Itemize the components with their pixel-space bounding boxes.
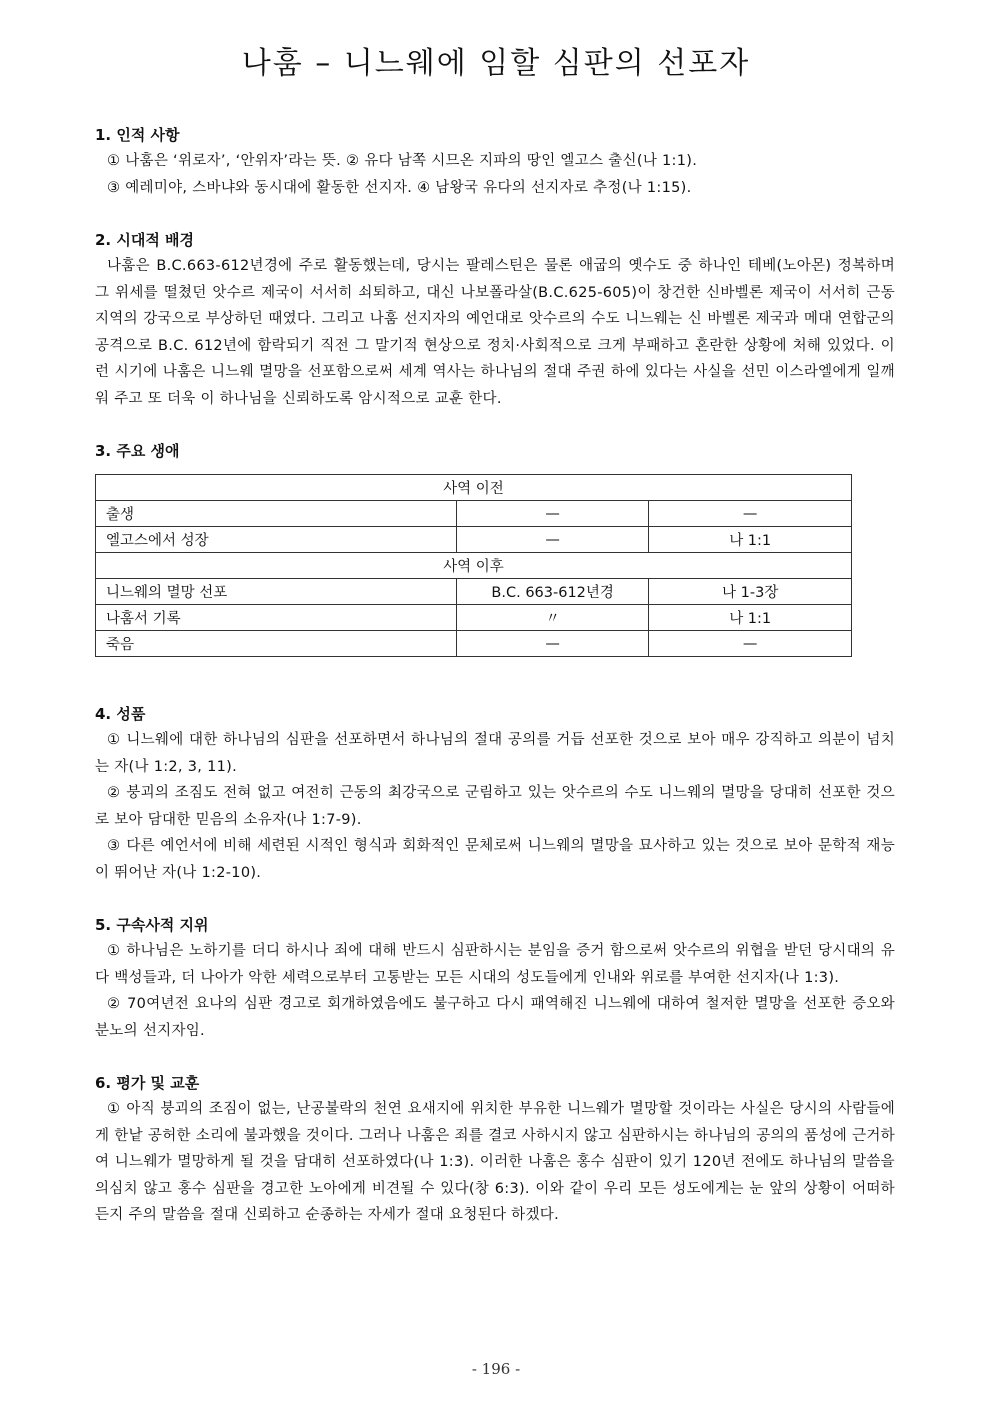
document-body bbox=[95, 122, 895, 1229]
list-item: ② 70여년전 요나의 심판 경고로 회개하였음에도 불구하고 다시 패역해진 니느웨에 대하여 철저한 멸망을 선포한 증오와 분노의 선지자임. bbox=[95, 996, 895, 1039]
life-table bbox=[95, 474, 852, 657]
section-main-life bbox=[95, 438, 895, 657]
list-item: ③ 예레미야, 스바냐와 동시대에 활동한 선지자. ④ 남왕국 유다의 선지자로 추정(나 1:15). bbox=[107, 179, 692, 196]
section-character bbox=[95, 701, 895, 886]
list-item: ③ 다른 예언서에 비해 세련된 시적인 형식과 회화적인 문체로써 니느웨의 멸망을 묘사하고 있는 것으로 보아 문학적 재능이 뛰어난 자(나 1:2-10). bbox=[95, 838, 895, 881]
table-row bbox=[96, 605, 852, 631]
body-paragraph: ① 아직 붕괴의 조짐이 없는, 난공불락의 천연 요새지에 위치한 부유한 니느웨가 멸망할 것이라는 사실은 당시의 사람들에게 한낱 공허한 소리에 불과했을 것이다. 그러나 나훔은 죄를 결코 사하시지 않고 심판하시는 하나님의 공의의 품성에 근거하여 니느웨가 멸망하게 될 것을 담대히 선포하였다(나 1:3). 이러한 나훔은 홍수 심판이 있기 120년 전에도 하나님의 말씀을 의심치 않고 홍수 심판을 경고한 노아에게 비견될 수 있다(창 6:3). 이와 같이 우리 모든 성도에게는 눈 앞의 상황이 어떠하든지 주의 말씀을 절대 신뢰하고 순종하는 자세가 절대 요청된다 하겠다. bbox=[95, 1101, 895, 1223]
section-heading: 5. 구속사적 지위 bbox=[95, 916, 209, 934]
table-cell: 나훔서 기록 bbox=[96, 605, 457, 631]
table-cell: — bbox=[649, 501, 852, 527]
section-heading: 2. 시대적 배경 bbox=[95, 231, 195, 249]
table-cell: 죽음 bbox=[96, 631, 457, 657]
list-item: ② 붕괴의 조짐도 전혀 없고 여전히 근동의 최강국으로 군림하고 있는 앗수르의 수도 니느웨의 멸망을 당대히 선포한 것으로 보아 담대한 믿음의 소유자(나 1:7-9). bbox=[95, 785, 895, 828]
table-cell: B.C. 663-612년경 bbox=[457, 579, 649, 605]
table-row bbox=[96, 527, 852, 553]
list-item: ① 나훔은 ‘위로자’, ‘안위자’라는 뜻. ② 유다 남쪽 시므온 지파의 땅인 엘고스 출신(나 1:1). bbox=[107, 153, 698, 169]
list-item: ① 니느웨에 대한 하나님의 심판을 선포하면서 하나님의 절대 공의를 거듭 선포한 것으로 보아 매우 강직하고 의분이 넘치는 자(나 1:2, 3, 11). bbox=[95, 732, 895, 775]
table-cell: 나 1-3장 bbox=[649, 579, 852, 605]
table-cell: — bbox=[457, 631, 649, 657]
section-heading: 3. 주요 생애 bbox=[95, 442, 180, 460]
section-personal-info bbox=[95, 122, 895, 201]
list-item: ① 하나님은 노하기를 더디 하시나 죄에 대해 반드시 심판하시는 분임을 증거 함으로써 앗수르의 위협을 받던 당시대의 유다 백성들과, 더 나아가 악한 세력으로부터 고통받는 모든 시대의 성도들에게 인내와 위로를 부여한 선지자(나 1:3). bbox=[95, 943, 895, 986]
table-cell: — bbox=[649, 631, 852, 657]
page-number: - 196 - bbox=[471, 1360, 521, 1378]
table-cell: 나 1:1 bbox=[649, 605, 852, 631]
table-row bbox=[96, 553, 852, 579]
section-heading: 6. 평가 및 교훈 bbox=[95, 1074, 200, 1092]
section-evaluation-lessons bbox=[95, 1070, 895, 1229]
table-cell: 나 1:1 bbox=[649, 527, 852, 553]
table-cell: — bbox=[457, 527, 649, 553]
page-title: 나훔 – 니느웨에 임할 심판의 선포자 bbox=[241, 46, 751, 81]
section-historical-background bbox=[95, 227, 895, 412]
table-cell: 〃 bbox=[457, 605, 649, 631]
table-row bbox=[96, 475, 852, 501]
table-group-label: 사역 이후 bbox=[96, 553, 852, 579]
table-row bbox=[96, 579, 852, 605]
section-heading: 4. 성품 bbox=[95, 705, 146, 723]
table-cell: 니느웨의 멸망 선포 bbox=[96, 579, 457, 605]
section-heading: 1. 인적 사항 bbox=[95, 126, 180, 144]
table-row bbox=[96, 631, 852, 657]
table-cell: — bbox=[457, 501, 649, 527]
table-cell: 엘고스에서 성장 bbox=[96, 527, 457, 553]
body-paragraph: 나훔은 B.C.663-612년경에 주로 활동했는데, 당시는 팔레스틴은 물론 애굽의 옛수도 중 하나인 테베(노아몬) 정복하며 그 위세를 떨쳤던 앗수르 제국이 서서히 쇠퇴하고, 대신 나보폴라살(B.C.625-605)이 창건한 신바벨론 제국이 서서히 근동지역의 강국으로 부상하던 때였다. 그리고 나훔 선지자의 예언대로 앗수르의 수도 니느웨는 신 바벨론 제국과 메대 연합군의 공격으로 B.C. 612년에 함락되기 직전 그 말기적 현상으로 정치·사회적으로 크게 부패하고 혼란한 상황에 처해 있었다. 이런 시기에 나훔은 니느웨 멸망을 선포함으로써 세계 역사는 하나님의 절대 주권 하에 있다는 사실을 선민 이스라엘에게 일깨워 주고 또 더욱 이 하나님을 신뢰하도록 암시적으로 교훈 한다. bbox=[95, 258, 895, 407]
table-group-label: 사역 이전 bbox=[96, 475, 852, 501]
section-redemptive-status bbox=[95, 912, 895, 1044]
table-row bbox=[96, 501, 852, 527]
table-cell: 출생 bbox=[96, 501, 457, 527]
